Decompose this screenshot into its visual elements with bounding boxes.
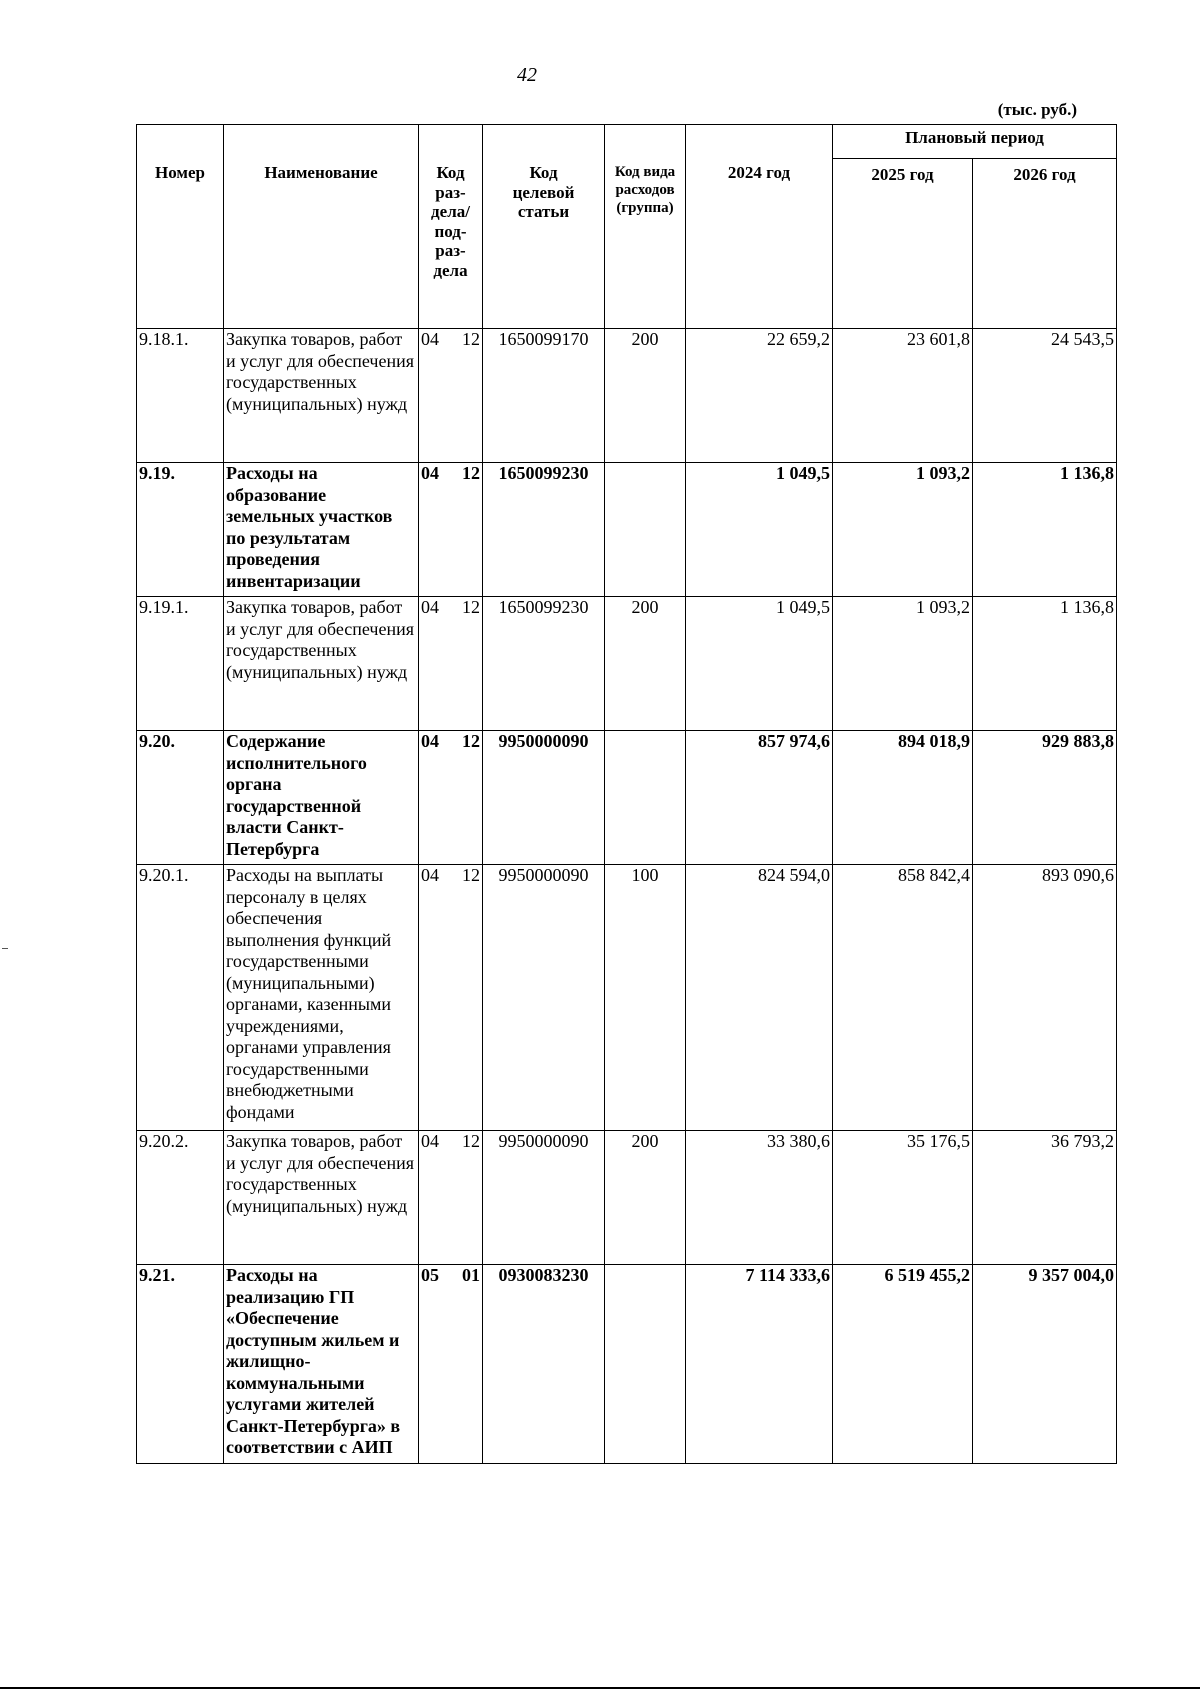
table-body [137,329,1117,1464]
header-number: Номер [137,125,224,329]
row-amount-2026: 24 543,5 [973,329,1117,463]
row-expense-type [605,731,686,865]
row-expense-type: 200 [605,1131,686,1265]
row-expense-type [605,463,686,597]
row-name: Закупка товаров, работ и услуг для обеспечения государственных (муниципальных) нужд [224,1131,419,1265]
table-row [137,463,1117,597]
row-expense-type [605,1265,686,1464]
row-number: 9.20.2. [137,1131,224,1265]
table-row [137,1265,1117,1464]
table-row [137,865,1117,1131]
row-name: Закупка товаров, работ и услуг для обеспечения государственных (муниципальных) нужд [224,597,419,731]
row-amount-2024: 824 594,0 [686,865,833,1131]
section-code: 04 [421,1131,439,1151]
page-number: 42 [517,64,537,86]
row-amount-2024: 1 049,5 [686,463,833,597]
table-row [137,329,1117,463]
section-code: 04 [421,865,439,885]
row-amount-2026: 1 136,8 [973,463,1117,597]
row-target-code: 9950000090 [483,731,605,865]
scan-edge-mark [2,948,8,949]
table-row [137,597,1117,731]
row-section-code [419,1265,483,1464]
row-amount-2025: 1 093,2 [833,463,973,597]
row-number: 9.21. [137,1265,224,1464]
row-amount-2024: 22 659,2 [686,329,833,463]
row-amount-2026: 929 883,8 [973,731,1117,865]
row-target-code: 9950000090 [483,865,605,1131]
header-plan-period: Плановый период [833,125,1117,159]
row-section-code [419,597,483,731]
budget-table [136,124,1117,1464]
subsection-code: 01 [462,1265,480,1285]
header-year-2025: 2025 год [833,159,973,329]
section-code: 04 [421,329,439,349]
row-amount-2024: 857 974,6 [686,731,833,865]
row-amount-2026: 893 090,6 [973,865,1117,1131]
units-label: (тыс. руб.) [997,100,1077,119]
section-code: 05 [421,1265,439,1285]
section-code: 04 [421,597,439,617]
row-section-code [419,1131,483,1265]
row-number: 9.19.1. [137,597,224,731]
row-name: Закупка товаров, работ и услуг для обеспечения государственных (муниципальных) нужд [224,329,419,463]
row-name: Расходы на реализацию ГП «Обеспечение доступным жильем и жилищно-коммунальными услугами жителей Санкт-Петербурга» в соответствии с АИП [224,1265,419,1464]
row-name: Содержание исполнительного органа государственной власти Санкт-Петербурга [224,731,419,865]
row-amount-2024: 1 049,5 [686,597,833,731]
table-row [137,731,1117,865]
subsection-code: 12 [462,865,480,885]
header-target-code: Код целевой статьи [483,125,605,329]
header-section-code: Код раз-дела/ под-раз-дела [419,125,483,329]
row-number: 9.20. [137,731,224,865]
row-expense-type: 100 [605,865,686,1131]
row-target-code: 0930083230 [483,1265,605,1464]
header-year-2024: 2024 год [686,125,833,329]
row-target-code: 1650099230 [483,463,605,597]
row-amount-2026: 36 793,2 [973,1131,1117,1265]
row-number: 9.20.1. [137,865,224,1131]
row-amount-2026: 1 136,8 [973,597,1117,731]
subsection-code: 12 [462,1131,480,1151]
row-name: Расходы на образование земельных участков по результатам проведения инвентаризации [224,463,419,597]
section-code: 04 [421,463,439,483]
row-amount-2024: 33 380,6 [686,1131,833,1265]
subsection-code: 12 [462,329,480,349]
row-amount-2025: 858 842,4 [833,865,973,1131]
row-amount-2026: 9 357 004,0 [973,1265,1117,1464]
row-section-code [419,463,483,597]
header-name: Наименование [224,125,419,329]
row-number: 9.18.1. [137,329,224,463]
scan-bottom-edge [0,1687,1200,1689]
header-expense-type: Код вида расходов (группа) [605,125,686,329]
table-row [137,1131,1117,1265]
header-year-2026: 2026 год [973,159,1117,329]
subsection-code: 12 [462,731,480,751]
row-number: 9.19. [137,463,224,597]
row-target-code: 1650099170 [483,329,605,463]
row-amount-2025: 894 018,9 [833,731,973,865]
row-amount-2025: 23 601,8 [833,329,973,463]
row-section-code [419,865,483,1131]
row-name: Расходы на выплаты персоналу в целях обеспечения выполнения функций государственными (муниципальными) органами, казенными учреждениями, органами управления государственными внебюджетными фондами [224,865,419,1131]
subsection-code: 12 [462,463,480,483]
row-amount-2025: 1 093,2 [833,597,973,731]
row-section-code [419,329,483,463]
row-amount-2025: 6 519 455,2 [833,1265,973,1464]
row-expense-type: 200 [605,597,686,731]
row-target-code: 9950000090 [483,1131,605,1265]
row-target-code: 1650099230 [483,597,605,731]
row-expense-type: 200 [605,329,686,463]
table-header [137,125,1117,329]
row-amount-2025: 35 176,5 [833,1131,973,1265]
subsection-code: 12 [462,597,480,617]
section-code: 04 [421,731,439,751]
row-amount-2024: 7 114 333,6 [686,1265,833,1464]
row-section-code [419,731,483,865]
